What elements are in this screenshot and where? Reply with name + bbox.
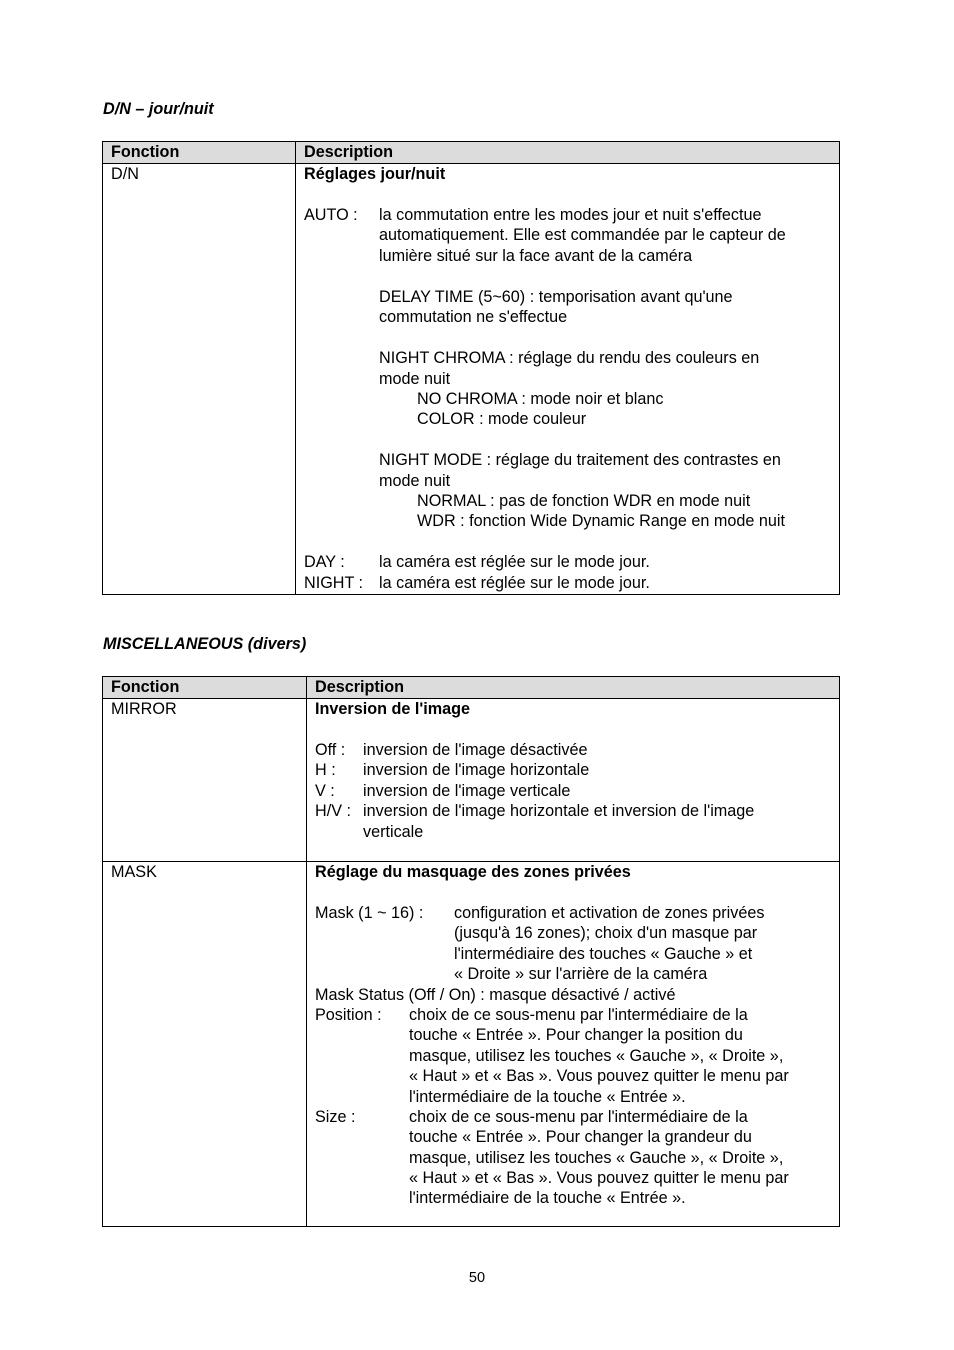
header-fonction: Fonction [103,677,307,699]
section-title-dn: D/N – jour/nuit [103,100,214,118]
desc-title: Inversion de l'image [315,700,470,718]
mask-status-line: Mask Status (Off / On) : masque désactivé / activé [315,985,676,1004]
item-label: V : [315,781,335,800]
text-line: masque, utilisez les touches « Gauche », « Droite », [409,1046,784,1065]
option-line: COLOR : mode couleur [417,410,587,429]
table-row [103,862,840,1227]
description-cell [307,862,840,1227]
text-line: touche « Entrée ». Pour changer la position du [409,1026,743,1045]
text-line: la commutation entre les modes jour et nuit s'effectue [379,205,762,224]
text-line: touche « Entrée ». Pour changer la grandeur du [409,1128,752,1147]
function-cell: MIRROR [103,699,307,862]
item-label: Off : [315,740,346,759]
mirror-off-row [315,740,839,760]
item-label: H : [315,761,336,780]
dn-table [102,141,840,595]
header-description: Description [296,142,840,164]
option-line: NORMAL : pas de fonction WDR en mode nuit [417,492,751,511]
text-line: automatiquement. Elle est commandée par le capteur de [379,226,786,245]
size-row [315,1107,839,1209]
option-line: NO CHROMA : mode noir et blanc [417,389,664,408]
table-header-row [103,677,840,699]
text-line: (jusqu'à 16 zones); choix d'un masque par [454,924,758,943]
function-cell: D/N [103,164,296,595]
desc-title: Réglages jour/nuit [304,165,446,183]
text-line: choix de ce sous-menu par l'intermédiaire de la [409,1107,748,1126]
position-row [315,1005,839,1107]
night-row [304,573,839,593]
text-line: configuration et activation de zones privées [454,903,765,922]
text-line: « Haut » et « Bas ». Vous pouvez quitter le menu par [409,1067,789,1086]
text-line: l'intermédiaire des touches « Gauche » et [454,944,753,963]
day-text: la caméra est réglée sur le mode jour. [379,553,650,572]
text-line: NIGHT MODE : réglage du traitement des contrastes en [379,451,781,470]
option-line: WDR : fonction Wide Dynamic Range en mode nuit [417,512,785,531]
mirror-v-row [315,781,839,801]
text-line: NIGHT CHROMA : réglage du rendu des couleurs en [379,349,760,368]
mirror-h-row [315,760,839,780]
day-label: DAY : [304,553,345,572]
position-label: Position : [315,1005,382,1024]
header-description: Description [307,677,840,699]
text-line: l'intermédiaire de la touche « Entrée ». [409,1189,686,1208]
night-text: la caméra est réglée sur le mode jour. [379,573,650,592]
page-number: 50 [468,1270,486,1286]
size-label: Size : [315,1107,356,1126]
mask-label: Mask (1 ~ 16) : [315,903,424,922]
description-cell [307,699,840,862]
text-line: « Droite » sur l'arrière de la caméra [454,965,708,984]
table-row [103,699,840,862]
day-row [304,552,839,572]
text-line: l'intermédiaire de la touche « Entrée ». [409,1087,686,1106]
auto-label: AUTO : [304,205,358,224]
item-text: inversion de l'image désactivée [363,740,588,759]
text-line: lumière situé sur la face avant de la caméra [379,246,693,265]
mask-row [315,903,839,985]
text-line: masque, utilisez les touches « Gauche », « Droite », [409,1148,784,1167]
item-label: H/V : [315,802,351,821]
misc-table [102,676,840,1227]
auto-block [304,205,839,552]
text-line: mode nuit [379,471,451,490]
table-row [103,164,840,595]
text-line: « Haut » et « Bas ». Vous pouvez quitter le menu par [409,1169,789,1188]
item-text: inversion de l'image verticale [363,781,571,800]
item-text: verticale [363,822,424,841]
mirror-hv-row [315,801,839,842]
text-line: commutation ne s'effectue [379,308,568,327]
desc-title: Réglage du masquage des zones privées [315,863,631,881]
section-title-misc: MISCELLANEOUS (divers) [103,635,307,653]
night-label: NIGHT : [304,573,364,592]
item-text: inversion de l'image horizontale [363,761,590,780]
header-fonction: Fonction [103,142,296,164]
text-line: choix de ce sous-menu par l'intermédiaire de la [409,1005,748,1024]
description-cell [296,164,840,595]
text-line: DELAY TIME (5~60) : temporisation avant qu'une [379,287,733,306]
table-header-row [103,142,840,164]
function-cell: MASK [103,862,307,1227]
text-line: mode nuit [379,369,451,388]
item-text: inversion de l'image horizontale et inversion de l'image [363,802,755,821]
